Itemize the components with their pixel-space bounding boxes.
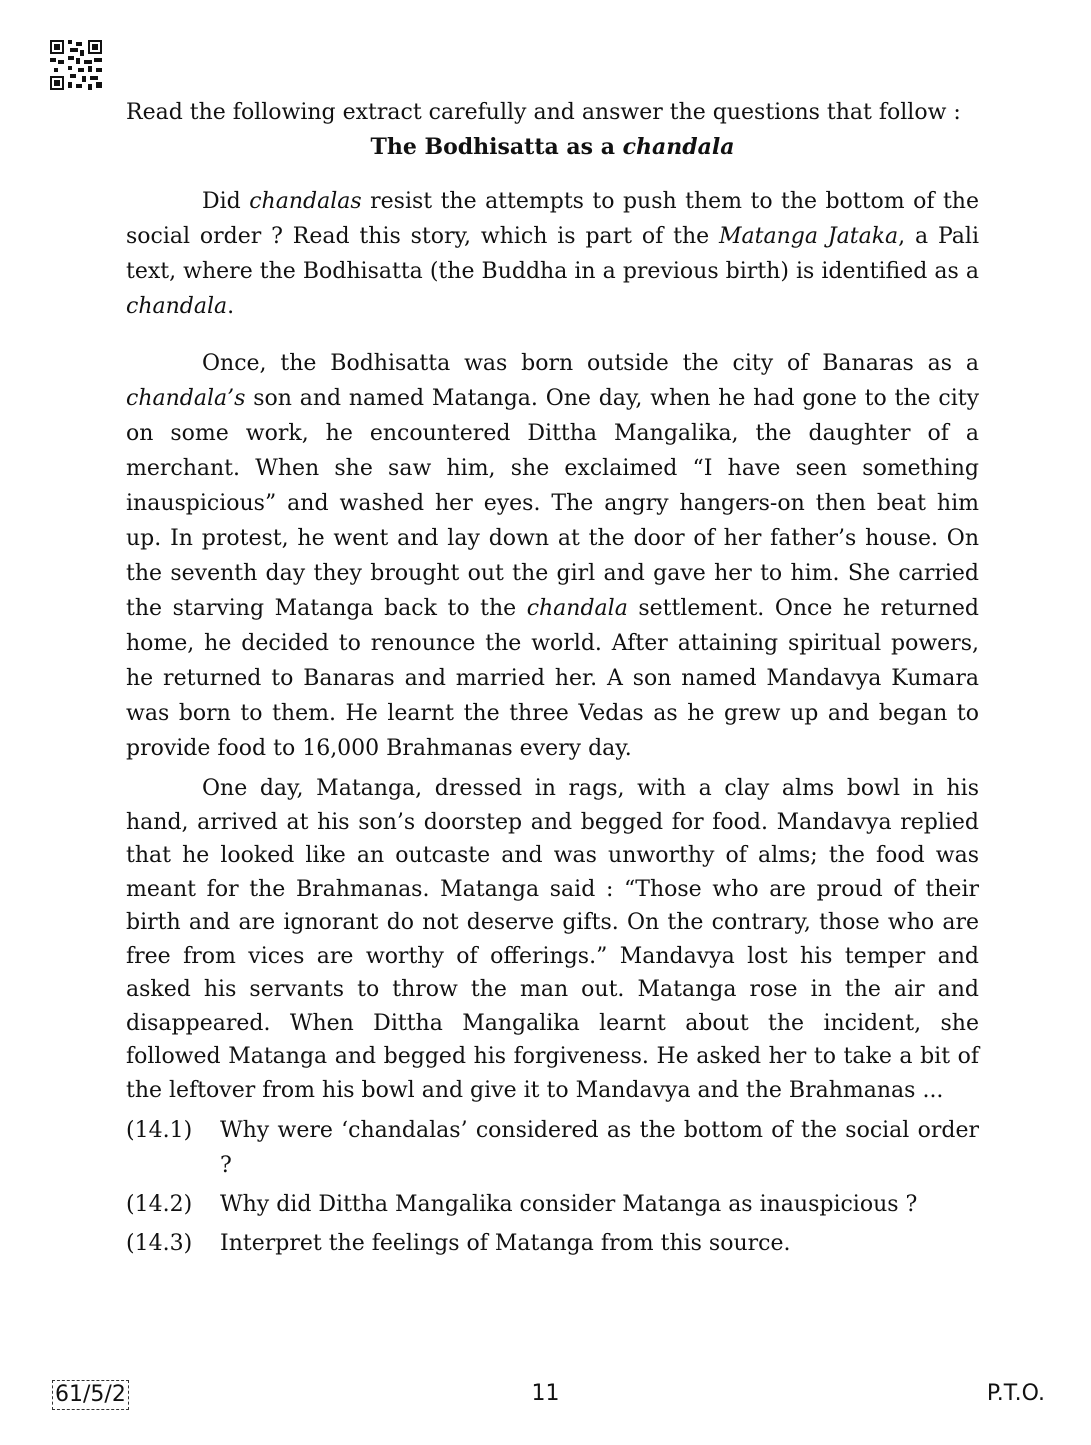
italic-term: chandalas: [249, 189, 362, 214]
italic-term: chandala: [126, 294, 228, 319]
question-number: (14.2): [126, 1192, 193, 1217]
paragraph-text: settlement. Once he returned home, he decided to renounce the world. After attaining spiritual powers, he returned to Banaras and married her. A son named Mandavya Kumara was born to them. He learnt the three Vedas as he grew up and began to provide food to 16,000 Brahmanas every day.: [126, 596, 979, 761]
question-text: Why were ‘chandalas’ considered as the bottom of the social order ?: [220, 1118, 979, 1178]
question-content: [126, 96, 979, 1261]
extract-title: [126, 130, 979, 164]
question-text: Interpret the feelings of Matanga from this source.: [220, 1231, 791, 1256]
extract-title-italic: chandala: [622, 134, 735, 160]
italic-term: chandala: [526, 596, 628, 621]
please-turn-over: P.T.O.: [986, 1381, 1045, 1406]
question-number: (14.1): [126, 1118, 193, 1143]
qr-code-icon: [50, 40, 102, 90]
paragraph-text: son and named Matanga. One day, when he had gone to the city on some work, he encountered Dittha Mangalika, the daughter of a merchant. When she saw him, she exclaimed “I have seen something inauspicious” and washed her eyes. The angry hangers-on then beat him up. In protest, he went and lay down at the door of her father’s house. On the seventh day they brought out the girl and gave her to him. She carried the starving Matanga back to the: [126, 386, 979, 621]
extract-title-main: The Bodhisatta as a: [370, 134, 623, 160]
question-item: [126, 1187, 979, 1222]
paragraph-text: , a Pali text, where the Bodhisatta (the Buddha in a previous birth) is identified as a: [126, 224, 979, 284]
question-text: Why did Dittha Mangalika consider Matanga as inauspicious ?: [220, 1192, 918, 1217]
page-number: 11: [531, 1381, 560, 1406]
italic-term: chandala’s: [126, 386, 246, 411]
paragraph-text: resist the attempts to push them to the bottom of the social order ? Read this story, which is part of the: [126, 189, 979, 249]
extract-paragraph: [126, 772, 979, 1107]
paper-code: 61/5/2: [52, 1380, 129, 1410]
paragraph-text: Once, the Bodhisatta was born outside the city of Banaras as a: [202, 351, 979, 376]
question-item: [126, 1113, 979, 1183]
question-item: [126, 1226, 979, 1261]
paragraph-text: .: [227, 294, 235, 319]
paragraph-text: Did: [202, 189, 250, 214]
question-number: (14.3): [126, 1231, 193, 1256]
extract-paragraph: [126, 346, 979, 766]
italic-term: Matanga Jataka: [719, 224, 899, 249]
page-footer: [0, 1380, 1091, 1412]
paragraph-text: One day, Matanga, dressed in rags, with a clay alms bowl in his hand, arrived at his son’s doorstep and begged for food. Mandavya replied that he looked like an outcaste and was unworthy of alms; the food was meant for the Brahmanas. Matanga said : “Those who are proud of their birth and are ignorant do not deserve gifts. On the contrary, those who are free from vices are worthy of offerings.” Mandavya lost his temper and asked his servants to throw the man out. Matanga rose in the air and disappeared. When Dittha Mangalika learnt about the incident, she followed Matanga and begged his forgiveness. He asked her to take a bit of the leftover from his bowl and give it to Mandavya and the Brahmanas ...: [126, 776, 979, 1103]
instruction-text: Read the following extract carefully and answer the questions that follow :: [126, 100, 961, 125]
extract-paragraph: [126, 184, 979, 324]
